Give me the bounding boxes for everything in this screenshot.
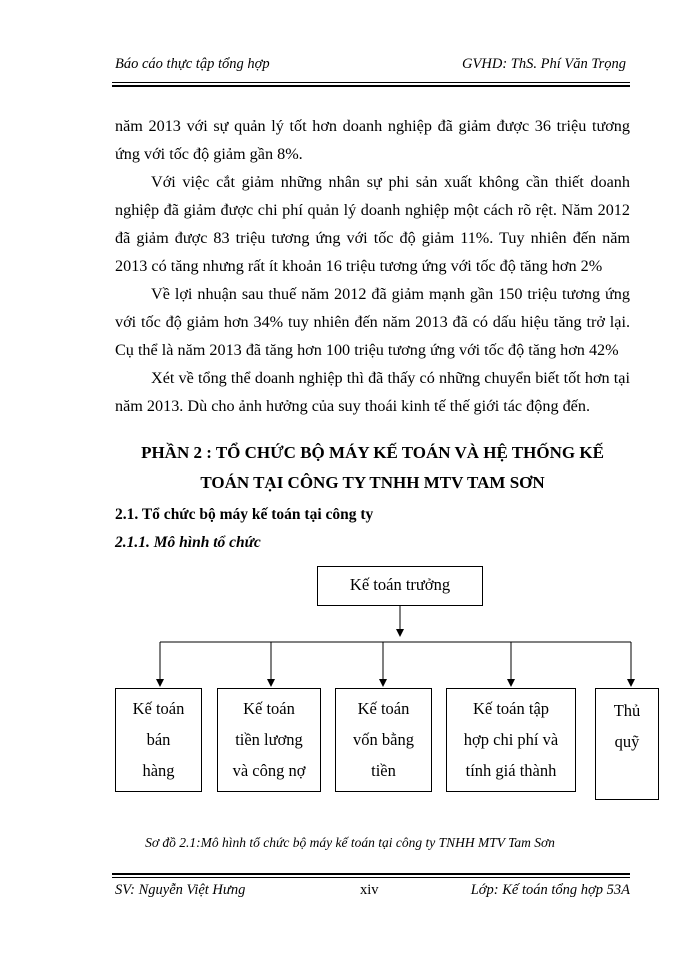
- org-node-label: Kế toán tập: [472, 699, 550, 718]
- org-node-label: tiền: [371, 761, 396, 780]
- footer-rule: [112, 877, 630, 878]
- org-node-label: Kế toán: [243, 699, 295, 718]
- org-node-label: tính giá thành: [465, 761, 557, 780]
- org-node-label: hợp chi phí và: [463, 730, 559, 749]
- org-node-label: Kế toán: [357, 699, 410, 718]
- subsection-title: 2.1. Tổ chức bộ máy kế toán tại công ty: [115, 506, 374, 523]
- org-node-cashier: [595, 688, 659, 800]
- org-root-label: Kế toán trưởng: [349, 575, 451, 594]
- org-node-label: và công nợ: [232, 761, 306, 780]
- page-number: xiv: [360, 882, 379, 898]
- section-title-line-2: TOÁN TẠI CÔNG TY TNHH MTV TAM SƠN: [200, 473, 545, 492]
- org-node-cost-accountant: [446, 688, 576, 792]
- paragraph-1: năm 2013 với sự quản lý tốt hơn doanh nghiệp đã giảm được 36 triệu tương ứng với tốc độ giảm gần 8%.: [115, 117, 630, 163]
- footer-class: Lớp: Kế toán tổng hợp 53A: [470, 882, 630, 898]
- org-node-label: bán: [146, 730, 171, 749]
- org-node-label: Thủ: [613, 701, 641, 720]
- paragraph-3: Về lợi nhuận sau thuế năm 2012 đã giảm mạnh gần 150 triệu tương ứng với tốc độ giảm hơn 34% tuy nhiên đến năm 2013 đã có dấu hiệu tăng trở lại. Cụ thể là năm 2013 đã tăng hơn 100 triệu tương ứng với tốc độ tăng hơn 42%: [115, 285, 630, 359]
- header-report-title: Báo cáo thực tập tổng hợp: [115, 56, 270, 72]
- org-node-label: Kế toán: [132, 699, 185, 718]
- org-node-label: tiền lương: [235, 730, 303, 749]
- footer-student: SV: Nguyễn Việt Hưng: [115, 882, 246, 898]
- paragraph-4: Xét về tổng thể doanh nghiệp thì đã thấy có những chuyển biết tốt hơn tại năm 2013. Dù cho ảnh hưởng của suy thoái kinh tế thế giới tác động đến.: [115, 369, 630, 415]
- footer-rule-thick: [112, 873, 630, 875]
- org-node-label: quỹ: [614, 732, 640, 751]
- org-node-label: hàng: [142, 761, 175, 780]
- header-supervisor: GVHD: ThS. Phí Văn Trọng: [462, 56, 626, 72]
- org-node-sales-accountant: [115, 688, 202, 792]
- section-title-line-1: PHẦN 2 : TỔ CHỨC BỘ MÁY KẾ TOÁN VÀ HỆ THỐNG KẾ: [141, 443, 604, 462]
- page-footer: [115, 882, 630, 902]
- org-root-chief-accountant: [317, 566, 483, 606]
- subsubsection-title: 2.1.1. Mô hình tổ chức: [115, 534, 261, 551]
- paragraph-2: Với việc cắt giảm những nhân sự phi sản xuất không cần thiết doanh nghiệp đã giảm được chi phí quản lý doanh nghiệp một cách rõ rệt. Năm 2012 đã giảm được 83 triệu tương ứng với tốc độ giảm 11%. Tuy nhiên đến năm 2013 có tăng nhưng rất ít khoản 16 triệu tương ứng với tốc độ tăng hơn 2%: [115, 173, 630, 275]
- figure-caption: Sơ đồ 2.1:Mô hình tổ chức bộ máy kế toán tại công ty TNHH MTV Tam Sơn: [145, 835, 555, 850]
- org-node-cash-accountant: [335, 688, 432, 792]
- org-node-payroll-accountant: [217, 688, 321, 792]
- org-node-label: vốn bằng: [353, 730, 414, 749]
